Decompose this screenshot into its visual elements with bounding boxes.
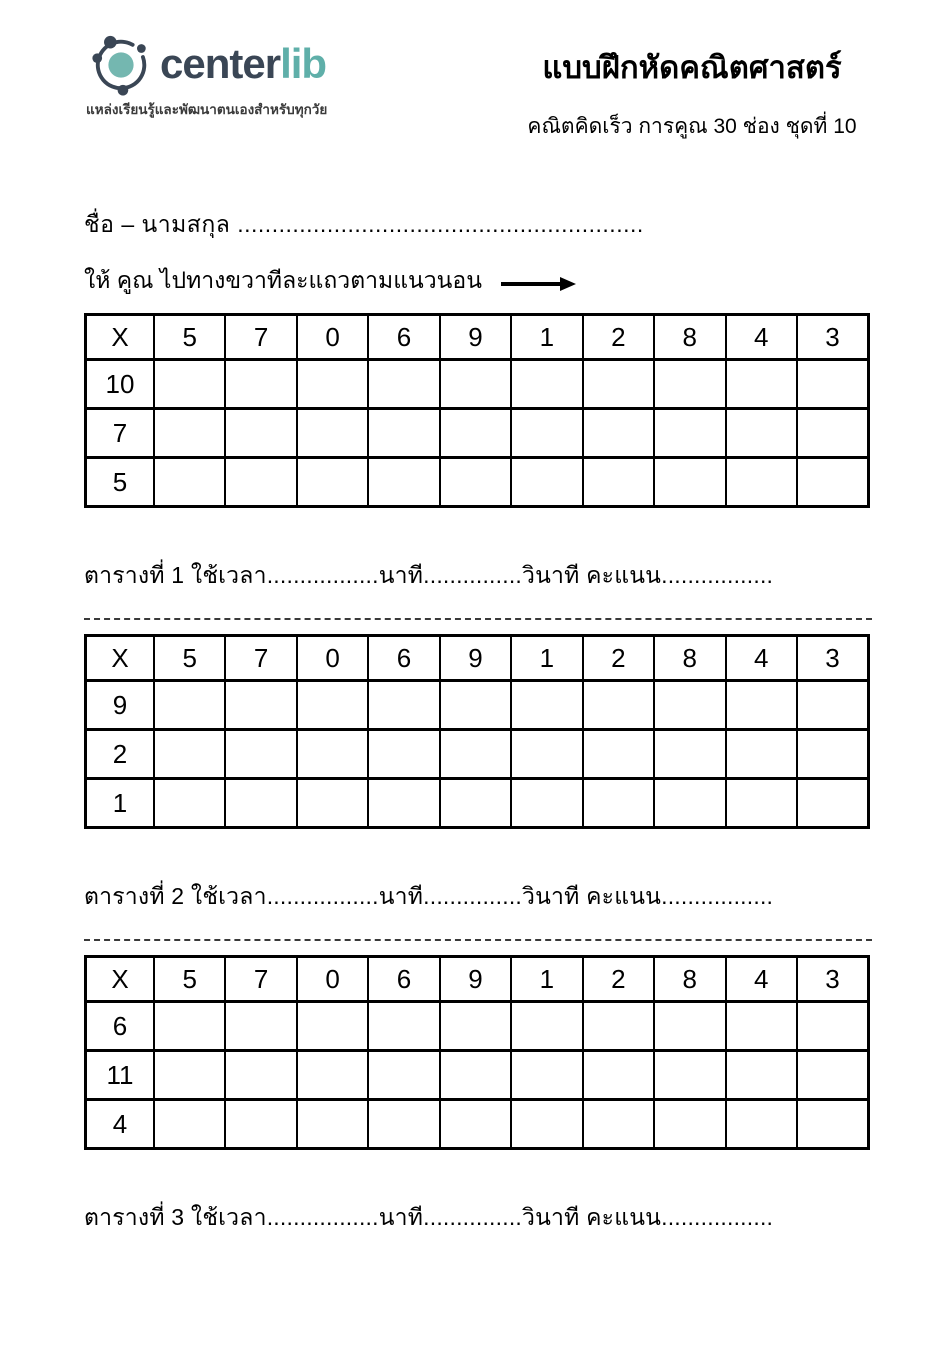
answer-cell: [225, 779, 296, 828]
name-fill-line: ชื่อ – นามสกุล ...........................................................: [84, 211, 644, 238]
multiplier-header-cell: 7: [225, 957, 296, 1002]
table-row: [86, 360, 869, 409]
brand-tagline: แหล่งเรียนรู้และพัฒนาตนเองสำหรับทุกวัย: [86, 102, 328, 117]
table-header-row: [86, 636, 869, 681]
table-section-2: [84, 634, 872, 941]
answer-cell: [154, 360, 225, 409]
answer-cell: [583, 779, 654, 828]
multiplier-header-cell: 8: [654, 315, 725, 360]
answer-cell: [368, 458, 439, 507]
answer-cell: [797, 458, 869, 507]
answer-cell: [797, 1002, 869, 1051]
multiplier-header-cell: 3: [797, 636, 869, 681]
instruction-line: [84, 263, 872, 299]
answer-cell: [440, 458, 511, 507]
answer-cell: [797, 1051, 869, 1100]
multiplier-header-cell: 4: [726, 957, 797, 1002]
multiplicand-label-cell: 10: [86, 360, 155, 409]
table-section-1: [84, 313, 872, 620]
answer-cell: [511, 681, 582, 730]
table-row: [86, 779, 869, 828]
answer-cell: [225, 730, 296, 779]
multiplier-header-cell: 8: [654, 636, 725, 681]
multiplier-header-cell: 4: [726, 315, 797, 360]
multiplier-header-cell: 3: [797, 957, 869, 1002]
answer-cell: [297, 360, 368, 409]
answer-cell: [654, 409, 725, 458]
multiply-sign-cell: X: [86, 636, 155, 681]
answer-cell: [797, 730, 869, 779]
table-3-caption: ตารางที่ 3 ใช้เวลา.................นาที...............วินาที คะแนน.................: [84, 1204, 774, 1231]
answer-cell: [726, 681, 797, 730]
answer-cell: [511, 779, 582, 828]
multiplicand-label-cell: 5: [86, 458, 155, 507]
answer-cell: [225, 360, 296, 409]
multiplier-header-cell: 6: [368, 636, 439, 681]
table-1-caption: ตารางที่ 1 ใช้เวลา.................นาที...............วินาที คะแนน.................: [84, 562, 774, 589]
multiplier-header-cell: 4: [726, 636, 797, 681]
answer-cell: [225, 1051, 296, 1100]
answer-cell: [297, 1051, 368, 1100]
answer-cell: [440, 360, 511, 409]
multiplier-header-cell: 9: [440, 957, 511, 1002]
table-row: [86, 409, 869, 458]
answer-cell: [440, 409, 511, 458]
answer-cell: [654, 458, 725, 507]
table-section-3: [84, 955, 872, 1236]
multiplier-header-cell: 9: [440, 636, 511, 681]
multiplier-header-cell: 7: [225, 315, 296, 360]
answer-cell: [297, 779, 368, 828]
answer-cell: [726, 409, 797, 458]
multiplier-header-cell: 5: [154, 957, 225, 1002]
answer-cell: [583, 730, 654, 779]
answer-cell: [583, 409, 654, 458]
worksheet-title: แบบฝึกหัดคณิตศาสตร์: [542, 50, 842, 85]
answer-cell: [297, 681, 368, 730]
answer-cell: [511, 360, 582, 409]
brand-wordmark: [160, 40, 327, 87]
answer-cell: [368, 409, 439, 458]
answer-cell: [726, 1100, 797, 1149]
answer-cell: [154, 681, 225, 730]
multiplier-header-cell: 9: [440, 315, 511, 360]
answer-cell: [225, 681, 296, 730]
answer-cell: [297, 730, 368, 779]
multiplier-header-cell: 1: [511, 636, 582, 681]
multiplication-table-1: [84, 313, 870, 508]
answer-cell: [797, 360, 869, 409]
answer-cell: [154, 1100, 225, 1149]
answer-cell: [583, 1002, 654, 1051]
answer-cell: [797, 779, 869, 828]
answer-cell: [511, 1100, 582, 1149]
answer-cell: [440, 1100, 511, 1149]
worksheet-content: [84, 207, 872, 1236]
answer-cell: [511, 730, 582, 779]
answer-cell: [511, 458, 582, 507]
multiplicand-label-cell: 1: [86, 779, 155, 828]
answer-cell: [726, 360, 797, 409]
answer-cell: [440, 681, 511, 730]
answer-cell: [440, 1002, 511, 1051]
answer-cell: [797, 681, 869, 730]
table-2-caption: ตารางที่ 2 ใช้เวลา.................นาที...............วินาที คะแนน.................: [84, 883, 774, 910]
multiplier-header-cell: 6: [368, 315, 439, 360]
multiplier-header-cell: 2: [583, 315, 654, 360]
multiplicand-label-cell: 4: [86, 1100, 155, 1149]
multiplication-table-2: [84, 634, 870, 829]
multiplier-header-cell: 2: [583, 957, 654, 1002]
answer-cell: [726, 1051, 797, 1100]
answer-cell: [440, 1051, 511, 1100]
multiplier-header-cell: 7: [225, 636, 296, 681]
multiplicand-label-cell: 6: [86, 1002, 155, 1051]
answer-cell: [654, 1002, 725, 1051]
answer-cell: [225, 1002, 296, 1051]
multiplier-header-cell: 5: [154, 636, 225, 681]
multiplicand-label-cell: 9: [86, 681, 155, 730]
multiplier-header-cell: 0: [297, 636, 368, 681]
answer-cell: [154, 779, 225, 828]
table-row: [86, 458, 869, 507]
answer-cell: [154, 458, 225, 507]
multiplier-header-cell: 8: [654, 957, 725, 1002]
answer-cell: [654, 1100, 725, 1149]
answer-cell: [583, 681, 654, 730]
multiplicand-label-cell: 11: [86, 1051, 155, 1100]
answer-cell: [440, 730, 511, 779]
answer-cell: [511, 1002, 582, 1051]
answer-cell: [583, 458, 654, 507]
instruction-text: ให้ คูณ ไปทางขวาทีละแถวตามแนวนอน: [84, 267, 482, 294]
multiplier-header-cell: 3: [797, 315, 869, 360]
answer-cell: [654, 779, 725, 828]
brand-word-lib: lib: [280, 40, 327, 87]
answer-cell: [368, 779, 439, 828]
answer-cell: [726, 1002, 797, 1051]
answer-cell: [368, 730, 439, 779]
multiplier-header-cell: 1: [511, 315, 582, 360]
answer-cell: [583, 1100, 654, 1149]
answer-cell: [154, 730, 225, 779]
answer-cell: [654, 681, 725, 730]
multiplier-header-cell: 2: [583, 636, 654, 681]
dashed-separator: [84, 618, 872, 620]
brand-word-center: center: [160, 40, 281, 87]
answer-cell: [368, 681, 439, 730]
page-header: [0, 0, 951, 143]
table-header-row: [86, 315, 869, 360]
answer-cell: [368, 1100, 439, 1149]
multiplier-header-cell: 0: [297, 957, 368, 1002]
answer-cell: [154, 409, 225, 458]
multiplication-table-3: [84, 955, 870, 1150]
multiplier-header-cell: 0: [297, 315, 368, 360]
answer-cell: [654, 360, 725, 409]
answer-cell: [726, 779, 797, 828]
answer-cell: [225, 1100, 296, 1149]
answer-cell: [726, 458, 797, 507]
multiplier-header-cell: 5: [154, 315, 225, 360]
multiplicand-label-cell: 7: [86, 409, 155, 458]
dashed-separator: [84, 939, 872, 941]
answer-cell: [368, 1051, 439, 1100]
answer-cell: [154, 1002, 225, 1051]
centerlib-logo-icon: [86, 32, 156, 96]
table-row: [86, 681, 869, 730]
answer-cell: [368, 1002, 439, 1051]
table-row: [86, 1051, 869, 1100]
table-row: [86, 1002, 869, 1051]
multiplier-header-cell: 1: [511, 957, 582, 1002]
answer-cell: [583, 1051, 654, 1100]
multiplicand-label-cell: 2: [86, 730, 155, 779]
answer-cell: [440, 779, 511, 828]
answer-cell: [726, 730, 797, 779]
answer-cell: [797, 1100, 869, 1149]
answer-cell: [225, 409, 296, 458]
answer-cell: [297, 1002, 368, 1051]
table-row: [86, 730, 869, 779]
worksheet-subtitle: คณิตคิดเร็ว การคูณ 30 ช่อง ชุดที่ 10: [527, 115, 857, 139]
title-block: [477, 32, 907, 143]
answer-cell: [654, 1051, 725, 1100]
answer-cell: [583, 360, 654, 409]
answer-cell: [154, 1051, 225, 1100]
logo-block: [86, 32, 396, 120]
multiply-sign-cell: X: [86, 957, 155, 1002]
answer-cell: [368, 360, 439, 409]
answer-cell: [654, 730, 725, 779]
answer-cell: [225, 458, 296, 507]
table-header-row: [86, 957, 869, 1002]
multiplier-header-cell: 6: [368, 957, 439, 1002]
table-row: [86, 1100, 869, 1149]
answer-cell: [511, 409, 582, 458]
answer-cell: [511, 1051, 582, 1100]
answer-cell: [297, 1100, 368, 1149]
multiply-sign-cell: X: [86, 315, 155, 360]
answer-cell: [297, 458, 368, 507]
answer-cell: [797, 409, 869, 458]
right-arrow-icon: [500, 276, 578, 292]
answer-cell: [297, 409, 368, 458]
